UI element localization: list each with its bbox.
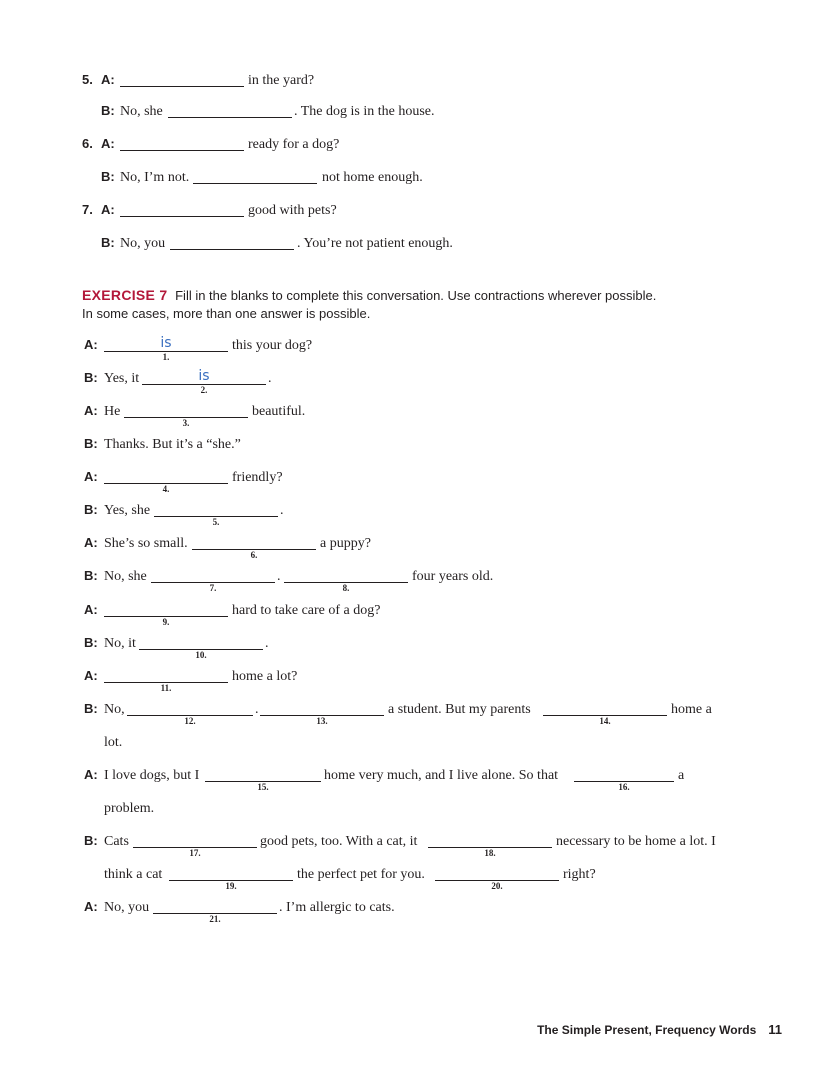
line-text: in the yard? xyxy=(248,73,315,88)
blank-number: 20. xyxy=(491,881,503,891)
line-text: He xyxy=(104,404,121,419)
answer-blank-12[interactable] xyxy=(127,699,253,716)
line-text: No, it xyxy=(104,636,136,651)
speaker-b: B: xyxy=(84,436,98,451)
handwritten-answer: is xyxy=(198,368,210,384)
line-text: home a lot? xyxy=(232,669,298,684)
blank-number: 19. xyxy=(225,881,237,891)
line-text-cont: problem. xyxy=(104,801,155,816)
item-number: 6. xyxy=(82,136,93,151)
item-number: 7. xyxy=(82,202,93,217)
speaker-b: B: xyxy=(101,103,115,118)
line-text: No, you xyxy=(104,900,150,915)
answer-blank-4[interactable] xyxy=(104,467,228,484)
line-text: four years old. xyxy=(412,569,494,584)
line-text: No, I’m not. xyxy=(120,170,190,185)
line-text: . xyxy=(268,371,272,386)
blank-number: 3. xyxy=(182,418,190,428)
line-text: good pets, too. With a cat, it xyxy=(260,834,418,849)
footer-title: The Simple Present, Frequency Words xyxy=(537,1023,757,1037)
answer-blank-13[interactable] xyxy=(260,699,384,716)
line-text: Cats xyxy=(104,834,129,849)
answer-blank-5[interactable] xyxy=(154,500,278,517)
blank-number: 4. xyxy=(162,484,170,494)
exercise-instruction: Fill in the blanks to complete this conversation. Use contractions wherever possible. xyxy=(175,288,657,303)
speaker-a: A: xyxy=(84,469,98,484)
page-footer xyxy=(537,1022,782,1037)
speaker-b: B: xyxy=(84,833,98,848)
speaker-a: A: xyxy=(84,899,98,914)
line-text: beautiful. xyxy=(252,404,306,419)
blank-number: 11. xyxy=(160,683,172,693)
line-text: right? xyxy=(563,867,596,882)
speaker-b: B: xyxy=(101,169,115,184)
answer-blank-3[interactable] xyxy=(124,401,248,418)
line-text: No, she xyxy=(120,104,163,119)
speaker-a: A: xyxy=(84,535,98,550)
answer-blank-10[interactable] xyxy=(139,633,263,650)
line-text: Yes, she xyxy=(104,503,151,518)
blank-number: 21. xyxy=(209,914,221,924)
line-text: necessary to be home a lot. I xyxy=(556,834,716,849)
blank-number: 1. xyxy=(162,352,170,362)
speaker-b: B: xyxy=(84,502,98,517)
speaker-a: A: xyxy=(101,202,115,217)
line-text: ready for a dog? xyxy=(248,137,340,152)
line-text: the perfect pet for you. xyxy=(297,867,425,882)
blank-number: 16. xyxy=(618,782,630,792)
item-number: 5. xyxy=(82,72,93,87)
speaker-b: B: xyxy=(84,701,98,716)
speaker-a: A: xyxy=(84,403,98,418)
line-text: think a cat xyxy=(104,867,163,882)
blank-number: 9. xyxy=(162,617,170,627)
line-text: . xyxy=(255,702,259,717)
blank-number: 17. xyxy=(189,848,201,858)
answer-blank-9[interactable] xyxy=(104,600,228,617)
blank-number: 14. xyxy=(599,716,611,726)
answer-blank[interactable] xyxy=(168,101,292,118)
answer-blank[interactable] xyxy=(120,70,244,87)
line-text: good with pets? xyxy=(248,203,337,218)
line-text-cont: lot. xyxy=(104,735,123,750)
line-text: No, you xyxy=(120,236,166,251)
line-text: a puppy? xyxy=(320,536,371,551)
line-text: Thanks. But it’s a “she.” xyxy=(104,437,241,452)
answer-blank-11[interactable] xyxy=(104,666,228,683)
line-text: Yes, it xyxy=(104,371,140,386)
line-text: No, she xyxy=(104,569,147,584)
speaker-a: A: xyxy=(84,767,98,782)
handwritten-answer: is xyxy=(160,335,172,351)
blank-number: 7. xyxy=(209,583,217,593)
speaker-a: A: xyxy=(84,668,98,683)
line-text: a student. But my parents xyxy=(388,702,531,717)
answer-blank[interactable] xyxy=(193,167,317,184)
blank-number: 8. xyxy=(342,583,350,593)
line-text: not home enough. xyxy=(322,170,423,185)
speaker-b: B: xyxy=(84,568,98,583)
speaker-a: A: xyxy=(84,602,98,617)
line-text: I love dogs, but I xyxy=(104,768,200,783)
line-text: . The dog is in the house. xyxy=(294,104,435,119)
exercise-label: EXERCISE 7 xyxy=(82,287,168,303)
line-text: . xyxy=(277,569,281,584)
speaker-b: B: xyxy=(101,235,115,250)
blank-number: 10. xyxy=(195,650,207,660)
line-text: No, xyxy=(104,702,125,717)
answer-blank-8[interactable] xyxy=(284,566,408,583)
line-text: home a xyxy=(671,702,712,717)
line-text: . xyxy=(280,503,284,518)
answer-blank[interactable] xyxy=(170,233,294,250)
blank-number: 5. xyxy=(212,517,220,527)
speaker-b: B: xyxy=(84,635,98,650)
speaker-a: A: xyxy=(84,337,98,352)
page-number: 11 xyxy=(768,1022,782,1037)
blank-number: 18. xyxy=(484,848,496,858)
answer-blank-18[interactable] xyxy=(428,831,552,848)
line-text: friendly? xyxy=(232,470,283,485)
speaker-a: A: xyxy=(101,72,115,87)
answer-blank-6[interactable] xyxy=(192,533,316,550)
answer-blank-17[interactable] xyxy=(133,831,257,848)
line-text: . I’m allergic to cats. xyxy=(279,900,395,915)
answer-blank-15[interactable] xyxy=(205,765,321,782)
exercise-header xyxy=(82,286,656,323)
speaker-a: A: xyxy=(101,136,115,151)
exercise-instruction-cont: In some cases, more than one answer is possible. xyxy=(82,306,371,321)
line-text: . You’re not patient enough. xyxy=(297,236,453,251)
blank-number: 12. xyxy=(184,716,196,726)
speaker-b: B: xyxy=(84,370,98,385)
answer-blank-19[interactable] xyxy=(169,864,293,881)
line-text: a xyxy=(678,768,685,783)
blank-number: 2. xyxy=(200,385,208,395)
answer-blank-7[interactable] xyxy=(151,566,275,583)
blank-number: 6. xyxy=(250,550,258,560)
line-text: home very much, and I live alone. So that xyxy=(324,768,559,783)
answer-blank-14[interactable] xyxy=(543,699,667,716)
answer-blank-20[interactable] xyxy=(435,864,559,881)
line-text: hard to take care of a dog? xyxy=(232,603,381,618)
line-text: . xyxy=(265,636,269,651)
line-text: She’s so small. xyxy=(104,536,188,551)
line-text: this your dog? xyxy=(232,338,313,353)
answer-blank[interactable] xyxy=(120,200,244,217)
blank-number: 15. xyxy=(257,782,269,792)
answer-blank-21[interactable] xyxy=(153,897,277,914)
answer-blank[interactable] xyxy=(120,134,244,151)
blank-number: 13. xyxy=(316,716,328,726)
answer-blank-16[interactable] xyxy=(574,765,674,782)
